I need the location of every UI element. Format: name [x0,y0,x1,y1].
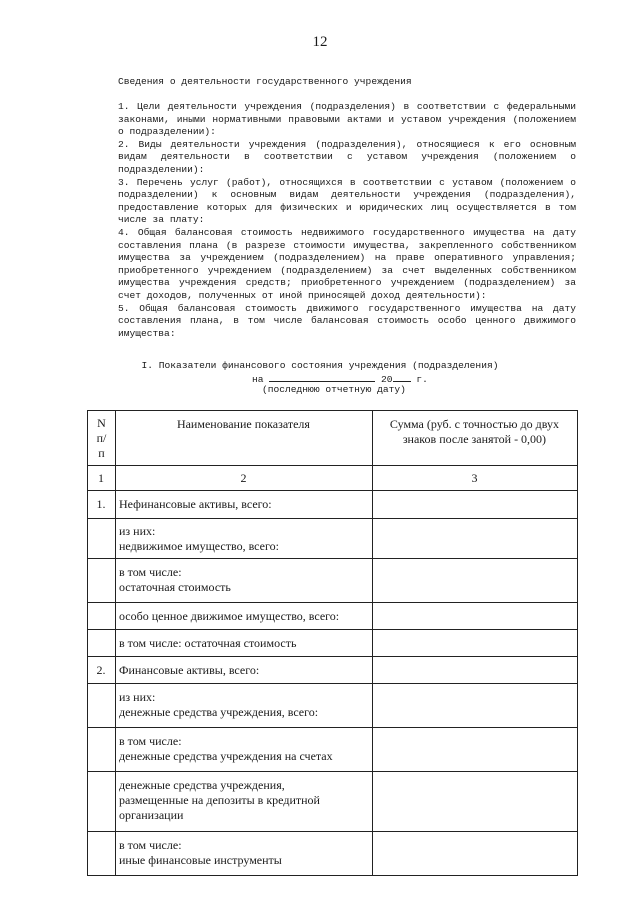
year-blank [393,372,411,382]
row-label-line: размещенные на депозиты в кредитной [118,793,320,807]
intro-list [118,101,576,340]
row-label-line: Финансовые активы, всего: [118,663,260,677]
header-amount: Сумма (руб. с точностью до двух знаков после занятой - 0,00) [372,411,577,466]
intro-item-3-text: 3. Перечень услуг (работ), относящихся в соответствии с уставом (положением о подразделении) к основным видам деятельности учреждения (подразделения), предоставление которых для физических и юридических лиц осуществляется в том числе за плату: [118,176,576,226]
row-label-line: остаточная стоимость [118,580,231,594]
row-amount-cell[interactable] [372,559,577,603]
intro-item [118,139,576,177]
row-label-line: денежные средства учреждения, всего: [118,705,319,719]
row-label-line: в том числе: [118,838,182,852]
intro-item-5-text: 5. Общая балансовая стоимость движимого государственного имущества на дату составления плана, в том числе балансовая стоимость особо ценного движимого имущества: [118,302,576,339]
row-amount-cell[interactable] [372,832,577,876]
column-number: 1 [88,466,116,491]
intro-item [118,101,576,139]
row-label-line: денежные средства учреждения, [118,778,285,792]
row-amount-cell[interactable] [372,684,577,728]
row-label-line: из них: [118,524,156,538]
row-label-line: недвижимое имущество, всего: [118,539,279,553]
column-number: 3 [372,466,577,491]
intro-item-4-text: 4. Общая балансовая стоимость недвижимого государственного имущества на дату составления плана (в разрезе стоимости имущества, закрепленного собственником имущества за учреждением (подразделением) на праве оперативного управления; приобретенного учреждением (подразделением) за счет выделенных собственником имущества учреждения средств; приобретенного учреждением (подразделением) за счет доходов, полученных от иной приносящей доход деятельности): [118,226,576,301]
row-label [115,559,372,603]
row-amount-cell[interactable] [372,772,577,832]
row-number [88,630,116,657]
row-label [115,728,372,772]
header-indicator-name: Наименование показателя [115,411,372,466]
row-number [88,684,116,728]
financial-indicators-table [87,410,578,876]
table-row [88,772,578,832]
row-label-line: в том числе: остаточная стоимость [118,636,297,650]
row-label-line: организации [118,808,184,822]
row-amount-cell[interactable] [372,519,577,559]
row-amount-cell[interactable] [372,491,577,519]
row-label [115,519,372,559]
row-number [88,559,116,603]
row-number: 1. [88,491,116,519]
column-number-row [88,466,578,491]
row-number [88,832,116,876]
section-heading: Сведения о деятельности государственного учреждения [118,76,412,87]
row-label-line: в том числе: [118,565,182,579]
table-row [88,684,578,728]
table-row [88,519,578,559]
table-row [88,559,578,603]
page-number: 12 [312,34,328,50]
row-label [115,684,372,728]
header-number: N п/п [88,411,116,466]
table-title-text: I. Показатели финансового состояния учреждения (подразделения) [141,360,499,371]
row-label-line: иные финансовые инструменты [118,853,282,867]
row-label-line: в том числе: [118,734,182,748]
row-number [88,728,116,772]
table-header-row [88,411,578,466]
row-label [115,657,372,684]
date-year: 20 [381,374,393,385]
row-number [88,603,116,630]
row-number [88,519,116,559]
row-label [115,772,372,832]
table-row [88,603,578,630]
row-label-line: денежные средства учреждения на счетах [118,749,333,763]
row-amount-cell[interactable] [372,603,577,630]
row-number [88,772,116,832]
row-amount-cell[interactable] [372,657,577,684]
table-row [88,832,578,876]
row-label [115,491,372,519]
table-title [0,360,640,373]
row-amount-cell[interactable] [372,728,577,772]
intro-item-2-text: 2. Виды деятельности учреждения (подразделения), относящиеся к его основным видам деятельности в соответствии с уставом учреждения (положением о подразделении): [118,138,576,175]
date-prefix: на [252,374,264,385]
date-note: (последнюю отчетную дату) [262,384,406,395]
row-label [115,630,372,657]
row-label [115,832,372,876]
row-label-line: особо ценное движимое имущество, всего: [118,609,340,623]
table-row [88,491,578,519]
row-amount-cell[interactable] [372,630,577,657]
table-row [88,657,578,684]
row-number: 2. [88,657,116,684]
intro-item [118,227,576,303]
table-row [88,630,578,657]
date-blank [269,372,375,382]
date-suffix: г. [416,374,428,385]
row-label-line: Нефинансовые активы, всего: [118,497,272,511]
intro-item-1-text: 1. Цели деятельности учреждения (подразделения) в соответствии с федеральными законами, иными нормативными правовыми актами и уставом учреждения (положением о подразделении): [118,101,576,138]
intro-item [118,303,576,341]
row-label-line: из них: [118,690,156,704]
column-number: 2 [115,466,372,491]
row-label [115,603,372,630]
table-row [88,728,578,772]
intro-item [118,177,576,227]
